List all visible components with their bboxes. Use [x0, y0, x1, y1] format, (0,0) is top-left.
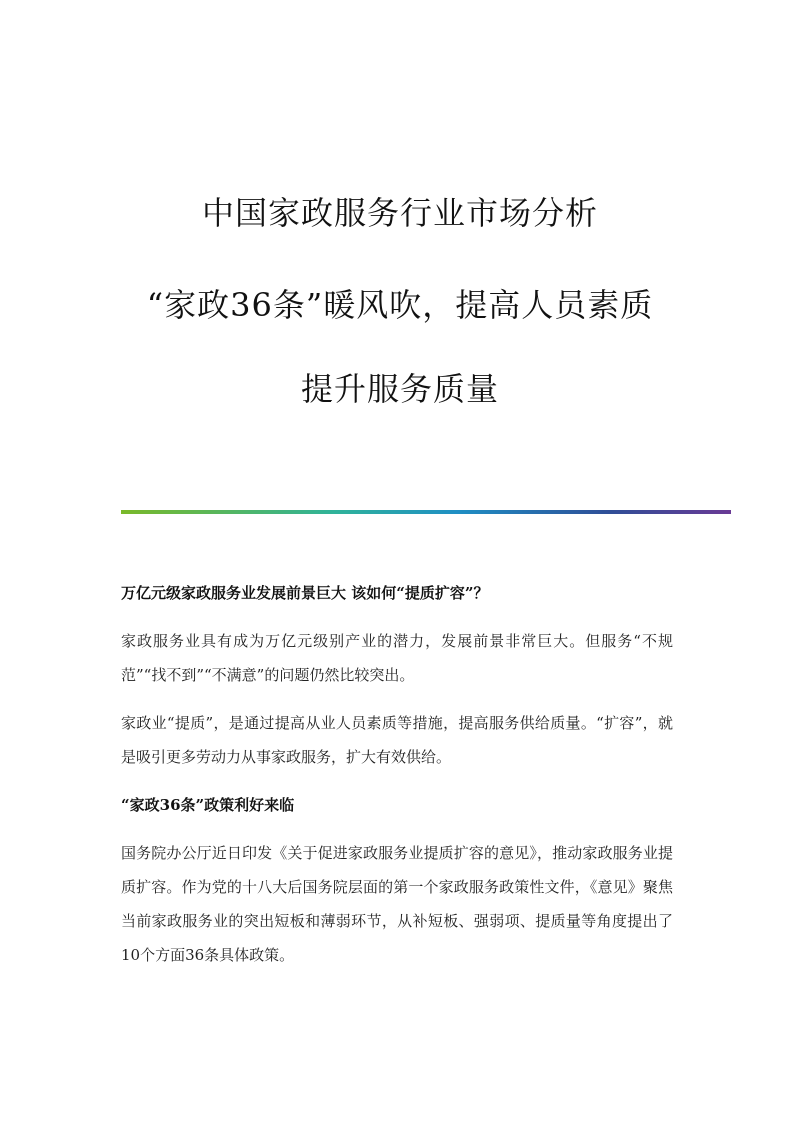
- title-line-2: “家政36条”暖风吹，提高人员素质: [146, 286, 654, 324]
- section-outlook: [121, 576, 673, 774]
- section-heading: 万亿元级家政服务业发展前景巨大 该如何“提质扩容”？: [121, 584, 489, 602]
- paragraph: 家政业“提质”，是通过提高从业人员素质等措施，提高服务供给质量。“扩容”，就是吸引更多劳动力从事家政服务，扩大有效供给。: [121, 714, 673, 766]
- title-line-1: 中国家政服务行业市场分析: [201, 194, 598, 232]
- section-policy: [121, 788, 673, 972]
- document-body: [121, 576, 673, 986]
- section-heading: “家政36条”政策利好来临: [121, 796, 295, 814]
- title-line-3: 提升服务质量: [300, 370, 499, 408]
- paragraph: 国务院办公厅近日印发《关于促进家政服务业提质扩容的意见》，推动家政服务业提质扩容。作为党的十八大后国务院层面的第一个家政服务政策性文件，《意见》聚焦当前家政服务业的突出短板和薄弱环节，从补短板、强弱项、提质量等角度提出了10个方面36条具体政策。: [121, 844, 673, 964]
- gradient-divider: [121, 510, 731, 514]
- paragraph: 家政服务业具有成为万亿元级别产业的潜力，发展前景非常巨大。但服务“不规范”“找不到”“不满意”的问题仍然比较突出。: [121, 632, 673, 684]
